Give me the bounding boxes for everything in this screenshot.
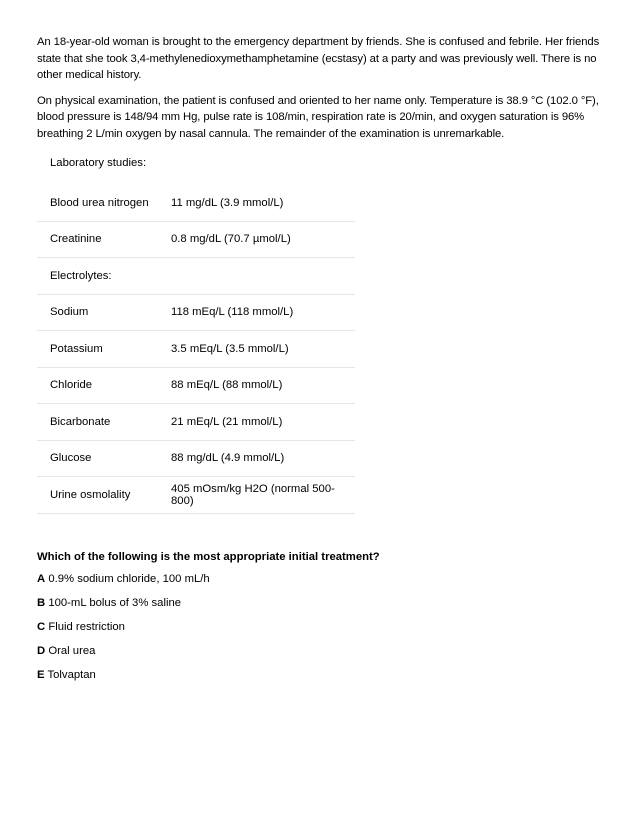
- lab-name: Blood urea nitrogen: [50, 196, 149, 209]
- table-row: [37, 222, 355, 259]
- answer-option-c[interactable]: [37, 619, 603, 643]
- lab-value: 88 mEq/L (88 mmol/L): [171, 379, 283, 392]
- lab-value: 11 mg/dL (3.9 mmol/L): [171, 196, 284, 209]
- answer-option-d[interactable]: [37, 643, 603, 667]
- lab-name: Urine osmolality: [50, 488, 131, 501]
- option-text: Fluid restriction: [48, 620, 125, 633]
- lab-name: Electrolytes:: [50, 269, 112, 282]
- option-text: Tolvaptan: [47, 668, 96, 681]
- answer-option-e[interactable]: [37, 667, 603, 691]
- lab-name: Bicarbonate: [50, 415, 111, 428]
- option-letter: E: [37, 668, 45, 681]
- table-row: [37, 295, 355, 332]
- answer-option-a[interactable]: [37, 571, 603, 595]
- table-row: [37, 258, 355, 295]
- lab-name: Glucose: [50, 452, 92, 465]
- document-page: [37, 34, 603, 691]
- lab-name: Potassium: [50, 342, 103, 355]
- option-text: Oral urea: [48, 644, 96, 657]
- lab-value: 405 mOsm/kg H2O (normal 500-800): [171, 482, 335, 507]
- case-paragraph-exam: On physical examination, the patient is confused and oriented to her name only. Temperature is 38.9 °C (102.0 °F), blood pressure is 148/94 mm Hg, pulse rate is 108/min, respiration rate is 20/min, and oxygen saturation is 96% breathing 2 L/min oxygen by nasal cannula. The remainder of the examination is unremarkable.: [37, 94, 599, 140]
- case-paragraph-history: An 18-year-old woman is brought to the emergency department by friends. She is confused and febrile. Her friends state that she took 3,4-methylenedioxymethamphetamine (ecstasy) at a party and was previously well. There is no other medical history.: [37, 36, 600, 81]
- table-row: [37, 185, 355, 222]
- option-letter: C: [37, 620, 46, 633]
- lab-value: 88 mg/dL (4.9 mmol/L): [171, 452, 285, 465]
- option-letter: A: [37, 572, 46, 585]
- option-text: 0.9% sodium chloride, 100 mL/h: [48, 572, 210, 585]
- table-row: [37, 477, 355, 514]
- table-row: [37, 368, 355, 405]
- lab-name: Chloride: [50, 379, 93, 392]
- lab-value: 21 mEq/L (21 mmol/L): [171, 415, 283, 428]
- lab-results-table: [37, 185, 355, 514]
- table-row: [37, 331, 355, 368]
- option-text: 100-mL bolus of 3% saline: [48, 596, 182, 609]
- lab-value: 3.5 mEq/L (3.5 mmol/L): [171, 342, 289, 355]
- answer-option-b[interactable]: [37, 595, 603, 619]
- table-row: [37, 404, 355, 441]
- lab-name: Sodium: [50, 306, 89, 319]
- option-letter: D: [37, 644, 46, 657]
- question-stem: Which of the following is the most appropriate initial treatment?: [37, 550, 380, 563]
- option-letter: B: [37, 596, 46, 609]
- lab-value: 118 mEq/L (118 mmol/L): [171, 306, 294, 319]
- table-row: [37, 441, 355, 478]
- lab-studies-heading: Laboratory studies:: [50, 157, 147, 169]
- lab-name: Creatinine: [50, 233, 102, 246]
- lab-value: 0.8 mg/dL (70.7 µmol/L): [171, 233, 291, 246]
